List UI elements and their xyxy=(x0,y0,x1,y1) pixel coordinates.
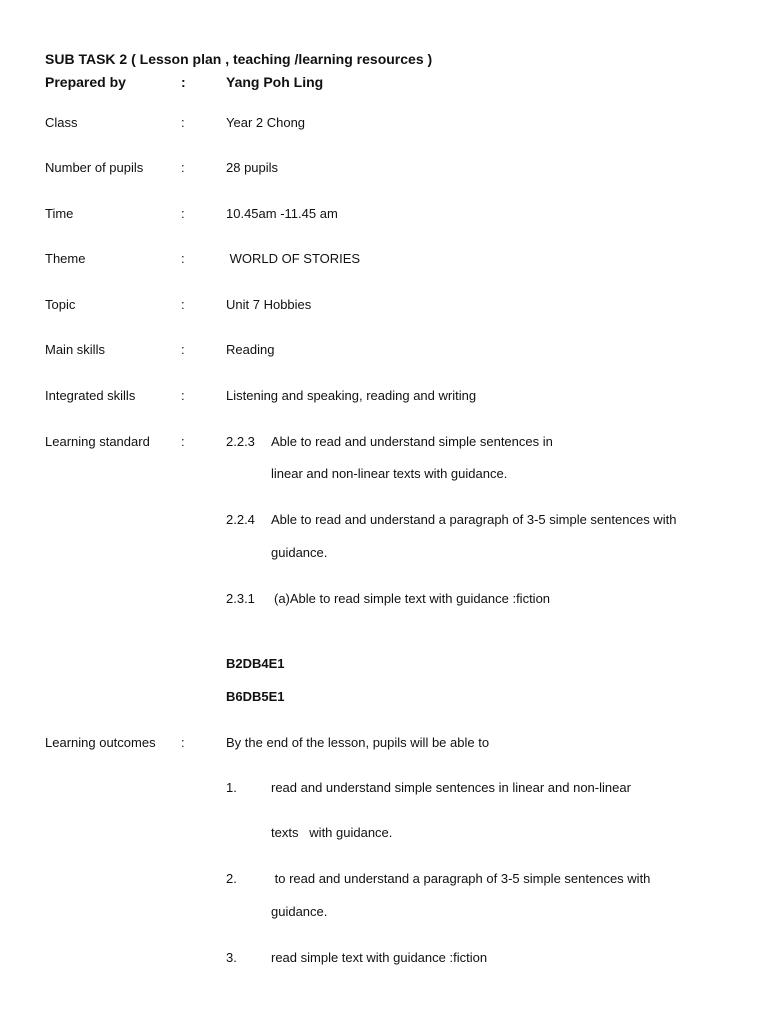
standard-code: 2.3.1 xyxy=(226,591,255,606)
outcome-text-continued: guidance. xyxy=(271,904,328,919)
standard-text: Able to read and understand simple sentences in xyxy=(271,434,553,449)
reference-code: B2DB4E1 xyxy=(226,656,285,671)
theme-value: WORLD OF STORIES xyxy=(226,251,361,266)
learning-standard-label: Learning standard xyxy=(45,434,150,449)
learning-outcomes-intro: By the end of the lesson, pupils will be able to xyxy=(226,735,490,750)
prepared-by-colon: : xyxy=(181,74,186,90)
standard-text: Able to read and understand a paragraph of 3-5 simple sentences with xyxy=(271,512,677,527)
outcome-number: 3. xyxy=(226,950,237,965)
class-label: Class xyxy=(45,115,78,130)
integrated-skills-label: Integrated skills xyxy=(45,388,136,403)
pupils-label: Number of pupils xyxy=(45,160,144,175)
time-label: Time xyxy=(45,206,74,221)
standard-text-continued: linear and non-linear texts with guidance. xyxy=(271,466,508,481)
main-skills-value: Reading xyxy=(226,342,275,357)
outcome-text-continued: texts with guidance. xyxy=(271,825,393,840)
standard-text: (a)Able to read simple text with guidance :fiction xyxy=(274,591,551,606)
class-colon: : xyxy=(181,115,185,130)
theme-colon: : xyxy=(181,251,185,266)
prepared-by-label: Prepared by xyxy=(45,74,126,90)
class-value: Year 2 Chong xyxy=(226,115,306,130)
time-colon: : xyxy=(181,206,185,221)
standard-text-continued: guidance. xyxy=(271,545,328,560)
topic-label: Topic xyxy=(45,297,76,312)
outcome-text: read and understand simple sentences in linear and non-linear xyxy=(271,780,631,795)
time-value: 10.45am -11.45 am xyxy=(226,206,338,221)
learning-outcomes-colon: : xyxy=(181,735,185,750)
topic-colon: : xyxy=(181,297,185,312)
pupils-value: 28 pupils xyxy=(226,160,279,175)
theme-label: Theme xyxy=(45,251,86,266)
integrated-skills-value: Listening and speaking, reading and writing xyxy=(226,388,477,403)
standard-code: 2.2.3 xyxy=(226,434,255,449)
topic-value: Unit 7 Hobbies xyxy=(226,297,312,312)
reference-code: B6DB5E1 xyxy=(226,689,285,704)
main-skills-label: Main skills xyxy=(45,342,105,357)
pupils-colon: : xyxy=(181,160,185,175)
integrated-skills-colon: : xyxy=(181,388,185,403)
outcome-number: 2. xyxy=(226,871,237,886)
outcome-text: to read and understand a paragraph of 3-5 simple sentences with xyxy=(271,871,651,886)
standard-code: 2.2.4 xyxy=(226,512,255,527)
document-title: SUB TASK 2 ( Lesson plan , teaching /learning resources ) xyxy=(45,51,433,67)
learning-standard-colon: : xyxy=(181,434,185,449)
outcome-number: 1. xyxy=(226,780,237,795)
main-skills-colon: : xyxy=(181,342,185,357)
prepared-by-value: Yang Poh Ling xyxy=(226,74,324,90)
learning-outcomes-label: Learning outcomes xyxy=(45,735,156,750)
outcome-text: read simple text with guidance :fiction xyxy=(271,950,488,965)
